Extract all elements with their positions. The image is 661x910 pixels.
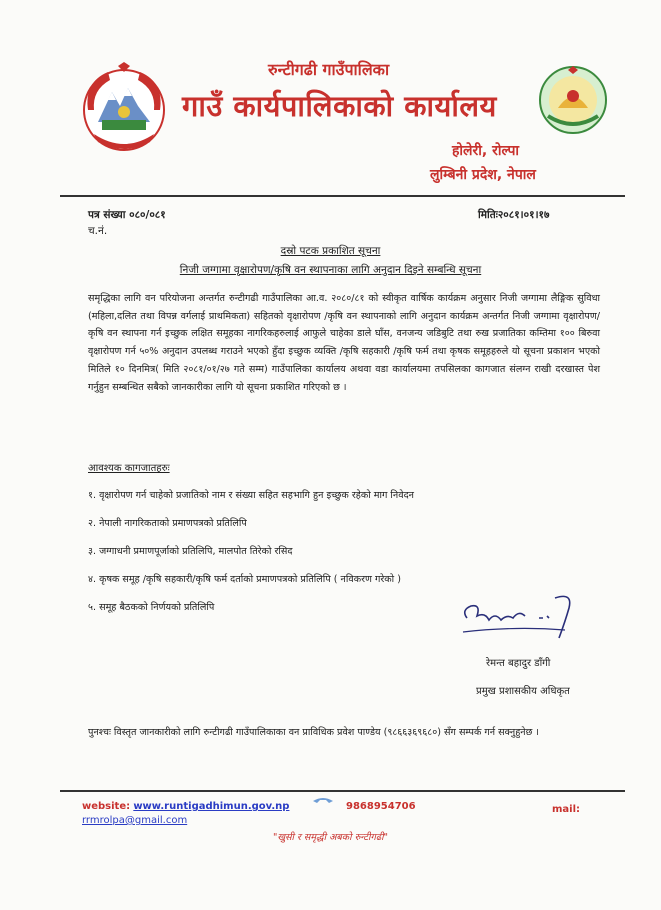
office-name: गाउँ कार्यपालिकाको कार्यालय [182,89,497,123]
address-line-1: होलेरी, रोल्पा [452,143,520,159]
signatory-name: रेमन्त बहादुर डाँगी [486,658,551,669]
notice-title: दस्रो पटक प्रकाशित सूचना [280,245,381,257]
footer-slogan: "खुसी र समृद्धी अबको रुन्टीगढी" [272,832,389,843]
document-item: ३. जग्गाधनी प्रमाणपूर्जाको प्रतिलिपि, मालपोत तिरेको रसिद [88,546,293,557]
website-label: website: [82,801,131,812]
document-item: ५. समूह बैठकको निर्णयको प्रतिलिपि [88,602,215,613]
mail-label: mail: [552,804,581,815]
website-link[interactable]: www.runtigadhimun.gov.np [133,801,290,812]
footer-website [82,801,289,812]
postscript-note: पुनश्चः विस्तृत जानकारीको लागि रुन्टीगढी गाउँपालिकाका वन प्राविधिक प्रवेश पाण्डेय (९८६६३६९६८०) सँग सम्पर्क गर्न सक्नुहुनेछ । [88,727,540,738]
nepal-emblem-logo [78,62,170,156]
reference-number: पत्र संख्या ०८०/०८१ [88,209,166,221]
email-link[interactable]: rrmrolpa@gmail.com [82,815,188,826]
document-item: ४. कृषक समूह /कृषि सहकारी/कृषि फर्म दर्ताको प्रमाणपत्रको प्रतिलिपि ( नविकरण गरेको ) [88,574,401,585]
document-item: १. वृक्षारोपण गर्न चाहेको प्रजातिको नाम र संख्या सहित सहभागि हुन इच्छुक रहेको माग निवेदन [88,490,414,501]
document-item: २. नेपाली नागरिकताको प्रमाणपत्रको प्रतिलिपि [88,518,247,529]
phone-icon [312,795,334,805]
notice-body: समृद्धिका लागि वन परियोजना अन्तर्गत रुन्टीगढी गाउँपालिका आ.व. २०८०/८१ को स्वीकृत वार्षिक कार्यक्रम अनुसार निजी जग्गामा लैङ्गिक सुविधा (महिला,दलित तथा विपन्न वर्गलाई प्राथमिकता) सहितको वृक्षारोपण /कृषि वन स्थापनाको लागि अनुदान कार्यक्रम अन्तर्गत निजी जग्गामा वृक्षारोपण/कृषि वन स्थापना गर्न इच्छुक लक्षित समूहका नागरिकहरुलाई आफुले चाहेका डाले घाँस, वनजन्य जडिबुटि तथा रुख प्रजातिका कम्तिमा १०० बिरुवा वृक्षारोपण गर्न ५०% अनुदान उपलब्ध गराउने भएको हुँदा इच्छुक व्यक्ति /कृषि सहकारी /कृषि फर्म तथा कृषक समूहहरुले यो सूचना प्रकाशन भएको मितिले १० दिनमित्र( मिति २०८१/०१/२७ गते सम्म) गाउँपालिका कार्यालय अथवा वडा कार्यालयमा तपसिलका कागजात संलग्न राखी दरखास्त पेश गर्नुहुन सम्बन्धित सबैको जानकारीका लागि यो सूचना प्रकाशित गरिएको छ । [88,293,600,393]
notice-subject: निजी जग्गामा वृक्षारोपण/कृषि वन स्थापनाका लागि अनुदान दिइने सम्बन्धि सूचना [179,264,482,276]
letter-date: मितिः२०८१।०१।१७ [478,209,550,221]
municipality-emblem-logo [538,64,608,136]
municipality-name: रुन्टीगढी गाउँपालिका [268,60,390,79]
signature-image [455,588,585,646]
signatory-designation: प्रमुख प्रशासकीय अधिकृत [476,686,570,697]
footer-divider [60,790,625,792]
documents-heading: आवश्यक कागजातहरुः [88,463,170,474]
header-divider [60,195,625,197]
dispatch-number: च.नं. [88,225,108,237]
footer-phone: 9868954706 [346,801,416,812]
address-line-2: लुम्बिनी प्रदेश, नेपाल [430,167,536,183]
